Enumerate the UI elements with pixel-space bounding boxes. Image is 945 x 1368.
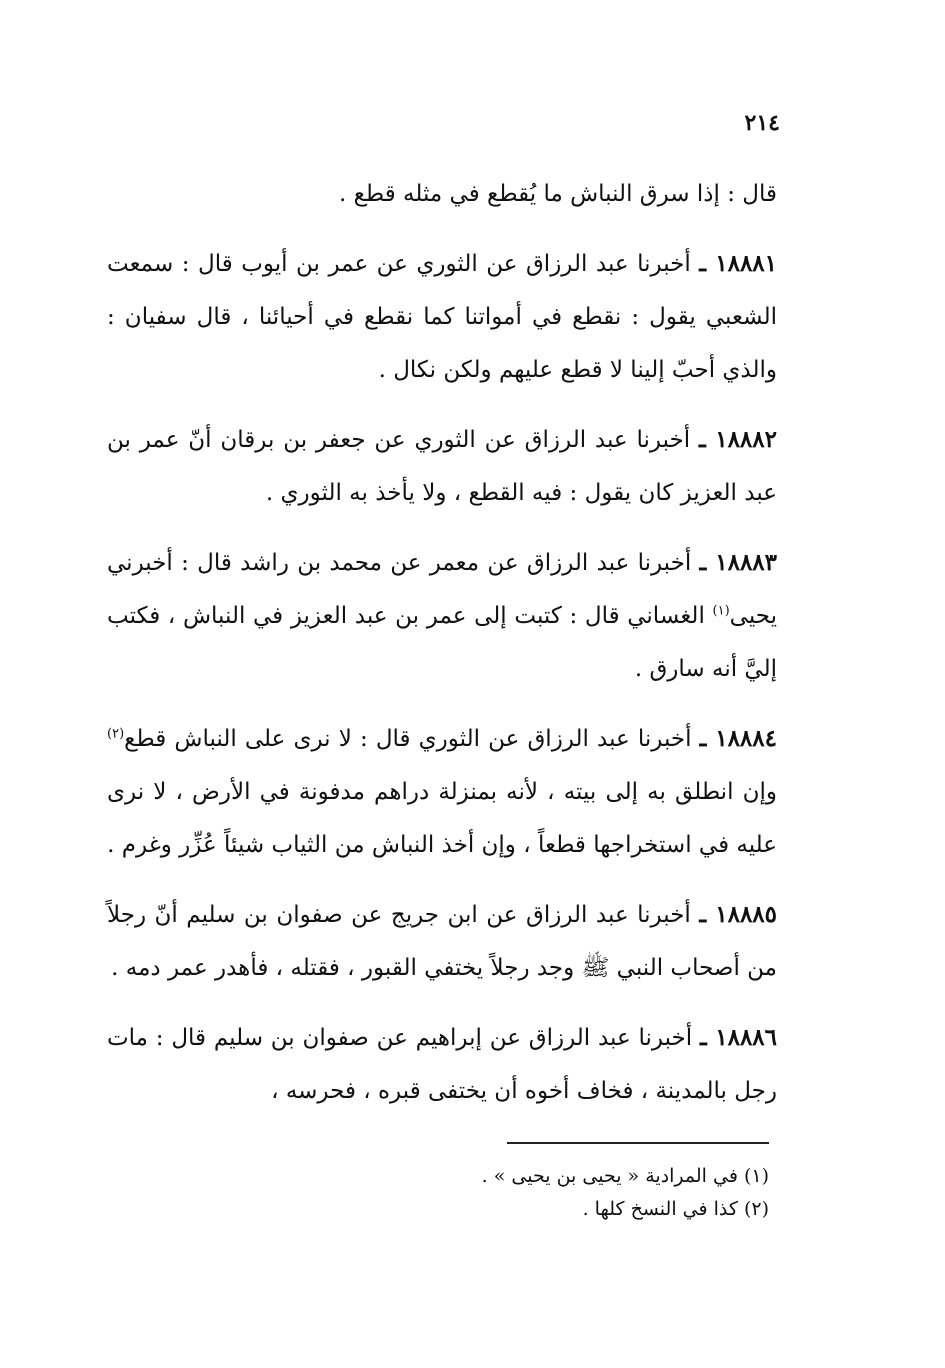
paragraph-text: قال : إذا سرق النباش ما يُقطع في مثله قطع . — [338, 181, 777, 207]
hadith-text: أخبرنا عبد الرزاق عن ابن جريج عن صفوان بن سليم أنّ رجلاً من أصحاب النبي ﷺ وجد رجلاً يختفي القبور ، فقتله ، فأهدر عمر دمه . — [107, 902, 777, 981]
hadith-number: ١٨٨٨٢ ـ — [698, 426, 777, 453]
footnote-reference: (١) — [712, 603, 730, 619]
hadith-paragraph — [107, 888, 777, 995]
footnotes — [169, 1160, 769, 1226]
hadith-text-continued: الغساني قال : كتبت إلى عمر بن عبد العزيز في النباش ، فكتب إليَّ أنه سارق . — [107, 603, 777, 682]
hadith-paragraph — [107, 237, 777, 397]
hadith-paragraph — [107, 712, 777, 872]
hadith-number: ١٨٨٨٣ ـ — [699, 549, 778, 576]
hadith-text: أخبرنا عبد الرزاق عن الثوري قال : لا نرى على النباش قطع — [124, 726, 692, 752]
hadith-number: ١٨٨٨٦ ـ — [699, 1024, 778, 1051]
footnote-divider — [507, 1142, 769, 1144]
hadith-text: أخبرنا عبد الرزاق عن معمر عن محمد بن راشد قال : أخبرني يحيى — [107, 550, 778, 629]
hadith-number: ١٨٨٨٤ ـ — [699, 725, 777, 752]
hadith-text: أخبرنا عبد الرزاق عن الثوري عن عمر بن أيوب قال : سمعت الشعبي يقول : نقطع في أمواتنا كما نقطع في أحيائنا ، قال سفيان : والذي أحبّ إلينا لا قطع عليهم ولكن نكال . — [107, 251, 777, 383]
footnote: (٢) كذا في النسخ كلها . — [582, 1198, 769, 1220]
footnote-reference: (٢) — [107, 726, 125, 742]
page-number: ٢١٤ — [744, 110, 780, 136]
hadith-paragraph — [107, 413, 777, 520]
paragraph — [107, 168, 777, 221]
hadith-paragraph — [107, 536, 777, 696]
hadith-text: أخبرنا عبد الرزاق عن الثوري عن جعفر بن برقان أنّ عمر بن عبد العزيز كان يقول : فيه القطع ، ولا يأخذ به الثوري . — [107, 427, 777, 506]
hadith-paragraph — [107, 1011, 777, 1118]
footnote: (١) في المرادية « يحيى بن يحيى » . — [481, 1165, 769, 1187]
hadith-number: ١٨٨٨١ ـ — [699, 250, 778, 277]
hadith-text-continued: وإن انطلق به إلى بيته ، لأنه بمنزلة دراهم مدفونة في الأرض ، لا نرى عليه في استخراجها قطعاً ، وإن أخذ النباش من الثياب شيئاً عُزِّر وغرم . — [107, 779, 777, 858]
main-text — [107, 168, 777, 1134]
hadith-number: ١٨٨٨٥ ـ — [699, 901, 778, 928]
hadith-text: أخبرنا عبد الرزاق عن إبراهيم عن صفوان بن سليم قال : مات رجل بالمدينة ، فخاف أخوه أن يختفى قبره ، فحرسه ، — [107, 1025, 777, 1104]
